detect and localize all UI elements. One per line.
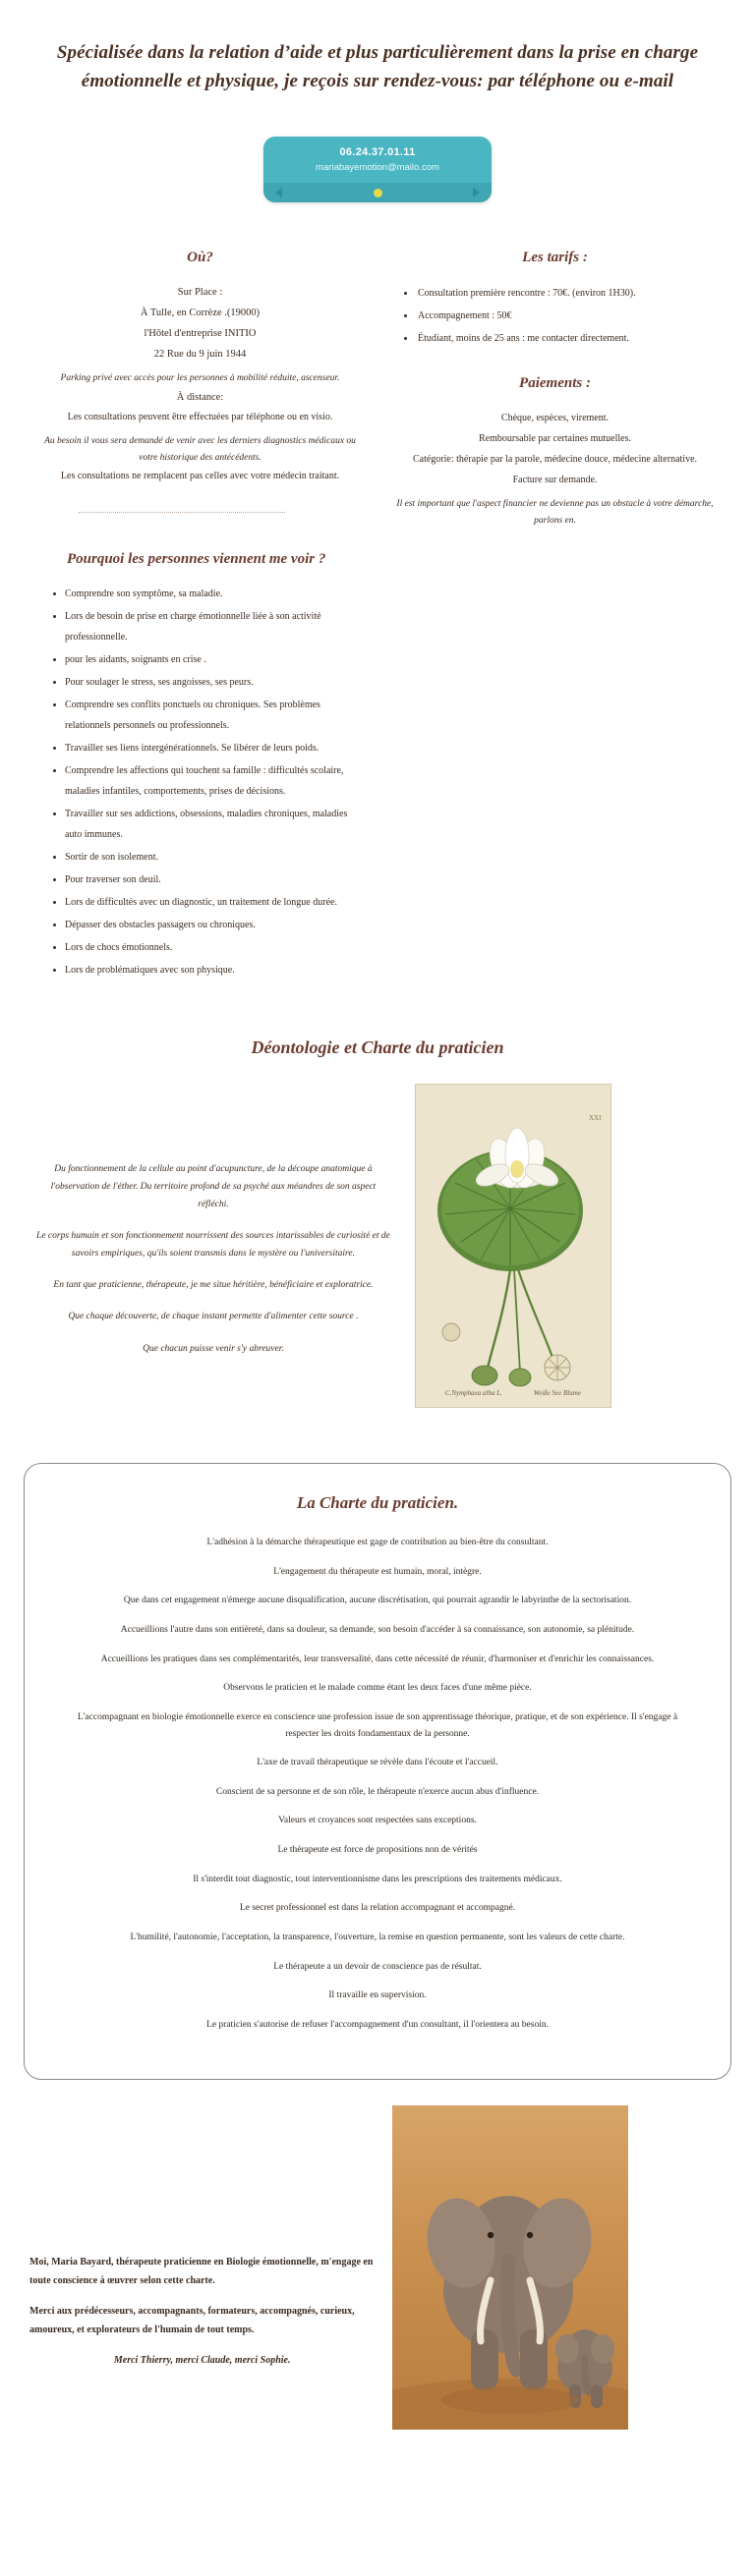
charte-paragraph: Accueillions les pratiques dans ses complémentarités, leur transversalité, dans cette nécessité de réunir, d'harmoniser et d'enrichir les connaissances. (100, 1653, 655, 1664)
footer-signature: Merci Thierry, merci Claude, merci Sophie. (113, 2355, 291, 2367)
why-title: Pourquoi les personnes viennent me voir ? (67, 551, 326, 568)
dot-indicator-icon (374, 189, 382, 197)
charte-paragraph: Observons le praticien et le malade comme étant les deux faces d'une même pièce. (223, 1683, 532, 1694)
footer-text (0, 2105, 392, 2381)
footer-paragraph: Merci aux prédécesseurs, accompagnants, formateurs, accompagnés, curieux, amoureux, et explorateurs de l'humain de tout temps. (29, 2306, 355, 2336)
list-item: • Accompagnement : 50€ (416, 305, 720, 327)
list-item: • Étudiant, moins de 25 ans : me contacter directement. (416, 327, 720, 350)
where-column (35, 250, 365, 530)
list-item: • Lors de problématiques avec son physique. (65, 960, 357, 980)
paiements-note: Il est important que l'aspect financier ne devienne pas un obstacle à votre démarche, parlons en. (396, 499, 714, 527)
contact-email[interactable]: mariabayemotion@mailo.com (316, 162, 439, 173)
svg-text:XXI: XXI (588, 1114, 602, 1123)
paiements-line-0: Chèque, espèces, virement. (500, 413, 610, 423)
tarifs-column (390, 250, 720, 530)
list-item: • Pour soulager le stress, ses angoisses, ses peurs. (65, 672, 357, 693)
tarifs-title: Les tarifs : (522, 250, 588, 265)
page-title: Spécialisée dans la relation d’aide et plus particulièrement dans la prise en charge émotionnelle et physique, je reçois sur rendez-vous: par téléphone ou e-mail (56, 42, 699, 91)
plate-caption (416, 1389, 610, 1397)
list-item: • Dépasser des obstacles passagers ou chroniques. (65, 915, 357, 935)
where-line-3: 22 Rue du 9 juin 1944 (153, 349, 247, 360)
charte-paragraph: L'engagement du thérapeute est humain, moral, intègre. (273, 1566, 482, 1577)
where-line-2: l'Hôtel d'entreprise INITIO (144, 328, 257, 339)
elephant-photo (392, 2105, 628, 2430)
list-item: • Sortir de son isolement. (65, 847, 357, 868)
tarifs-list (390, 282, 720, 350)
contact-card-wrapper (0, 137, 755, 202)
why-section (0, 530, 392, 980)
plate-caption-right: Weiße See Blume (533, 1389, 581, 1398)
deontologie-text (35, 1084, 391, 1371)
footer-paragraph: Moi, Maria Bayard, thérapeute praticienne en Biologie émotionnelle, m'engage en toute conscience à œuvrer selon cette charte. (29, 2257, 374, 2287)
charte-title: La Charte du praticien. (296, 1493, 459, 1513)
charte-paragraph: L'accompagnant en biologie émotionnelle exerce en conscience une profession issue de son apprentissage théorique, pratique, et de son expérience. Il s'engage à respecter les droits fondamentaux de la personne. (77, 1711, 678, 1739)
list-item: • Lors de besoin de prise en charge émotionnelle liée à son activité professionnelle. (65, 606, 357, 647)
charte-paragraph: L'humilité, l'autonomie, l'acceptation, la transparence, l'ouverture, la remise en question permanente, sont les valeurs de cette charte. (130, 1932, 625, 1942)
charte-paragraph: Le secret professionnel est dans la relation accompagnant et accompagné. (239, 1903, 516, 1914)
distance-title: À distance: (176, 392, 224, 404)
charte-paragraph: Accueillions l'autre dans son entièreté, dans sa douleur, sa demande, son besoin d'accéder à sa connaissance, son autonomie, sa plénitude. (120, 1625, 635, 1636)
deontologie-paragraph: Que chaque découverte, de chaque instant permette d'alimenter cette source . (68, 1312, 359, 1322)
list-item: • Comprendre son symptôme, sa maladie. (65, 584, 357, 604)
charte-paragraph: Le praticien s'autorise de refuser l'accompagnement d'un consultant, il l'orientera au besoin. (206, 2019, 549, 2030)
list-item: • Pour traverser son deuil. (65, 869, 357, 890)
paiements-line-1: Remboursable par certaines mutuelles. (479, 433, 631, 444)
paiements-block (390, 375, 720, 530)
where-line-0: Sur Place : (177, 287, 223, 298)
charte-paragraph: L'adhésion à la démarche thérapeutique est gage de contribution au bien-être du consultant. (206, 1538, 549, 1548)
charte-paragraph: Le thérapeute est force de propositions non de vérités (277, 1845, 478, 1856)
charte-paragraph: Il travaille en supervision. (328, 1990, 427, 2001)
list-item: • Comprendre ses conflits ponctuels ou chroniques. Ses problèmes relationnels personnels ou professionnels. (65, 695, 357, 736)
arrow-right-icon[interactable] (473, 188, 480, 197)
charte-card (24, 1463, 731, 2080)
deontologie-paragraph: En tant que praticienne, thérapeute, je me situe héritière, bénéficiaire et exploratrice. (53, 1280, 374, 1291)
list-item: • Lors de chocs émotionnels. (65, 937, 357, 958)
elephant-icon (392, 2105, 628, 2430)
section-divider (79, 512, 285, 513)
distance-line-2: Les consultations ne remplacent pas celles avec votre médecin traitant. (60, 471, 340, 482)
list-item: • Travailler ses liens intergénérationnels. Se libérer de leurs poids. (65, 738, 357, 758)
why-list (35, 584, 357, 980)
hero-section (0, 0, 755, 103)
paiements-title: Paiements : (519, 375, 591, 391)
distance-line-0: Les consultations peuvent être effectuées par téléphone ou en visio. (67, 412, 333, 423)
list-item: • Comprendre les affections qui touchent sa famille : difficultés scolaire, maladies infantiles, comportements, prises de décisions. (65, 760, 357, 802)
where-line-1: À Tulle, en Corrèze .(19000) (140, 308, 261, 318)
list-item: • Travailler sur ses addictions, obsessions, maladies chroniques, maladies auto immunes. (65, 804, 357, 845)
charte-paragraph: Le thérapeute a un devoir de conscience pas de résultat. (273, 1961, 482, 1972)
charte-paragraph: L'axe de travail thérapeutique se révèle dans l'écoute et l'accueil. (257, 1758, 498, 1768)
distance-line-1: Au besoin il vous sera demandé de venir avec les derniers diagnostics médicaux ou votre historique des antécédents. (44, 436, 356, 464)
footer-section (0, 2080, 755, 2430)
deontologie-paragraph: Que chacun puisse venir s'y abreuver. (143, 1343, 284, 1354)
arrow-left-icon[interactable] (275, 188, 282, 197)
charte-paragraph: Il s'interdit tout diagnostic, tout interventionnisme dans les prescriptions des traitements médicaux. (193, 1874, 562, 1884)
info-columns (0, 202, 755, 530)
deontologie-paragraph: Le corps humain et son fonctionnement nourrissent des sources intarissables de curiosité et de savoirs empiriques, qu'ils soient transmis dans le mystère ou l'universitaire. (36, 1231, 390, 1260)
deontologie-section (0, 1058, 755, 1408)
parking-note: Parking privé avec accès pour les personnes à mobilité réduite, ascenseur. (60, 373, 340, 383)
water-lily-icon (416, 1085, 611, 1408)
list-item: • pour les aidants, soignants en crise . (65, 649, 357, 670)
contact-card-footer (263, 183, 492, 202)
paiements-line-3: Facture sur demande. (512, 475, 598, 485)
deontologie-title: Déontologie et Charte du praticien (251, 1037, 504, 1058)
paiements-line-2: Catégorie: thérapie par la parole, médecine douce, médecine alternative. (412, 454, 698, 465)
list-item: • Lors de difficultés avec un diagnostic, un traitement de longue durée. (65, 892, 357, 913)
list-item: • Consultation première rencontre : 70€. (environ 1H30). (416, 282, 720, 305)
contact-card[interactable] (263, 137, 492, 202)
charte-paragraph: Valeurs et croyances sont respectées sans exceptions. (278, 1816, 477, 1826)
deontologie-paragraph: Du fonctionnement de la cellule au point d'acupuncture, de la découpe anatomique à l'observation de l'éther. Du territoire profond de sa psyché aux méandres de son aspect réfléchi. (50, 1164, 377, 1210)
charte-paragraph: Conscient de sa personne et de son rôle, le thérapeute n'exerce aucun abus d'influence. (215, 1786, 540, 1797)
plate-caption-left: C.Nymphaea alba L. (444, 1389, 502, 1398)
contact-phone[interactable]: 06.24.37.01.11 (339, 146, 416, 158)
where-title: Où? (187, 250, 213, 265)
charte-paragraph: Que dans cet engagement n'émerge aucune disqualification, aucune discrétisation, qui pourrait agrandir le labyrinthe de la sectorisation. (123, 1596, 632, 1606)
water-lily-botanical-illustration (415, 1084, 611, 1408)
